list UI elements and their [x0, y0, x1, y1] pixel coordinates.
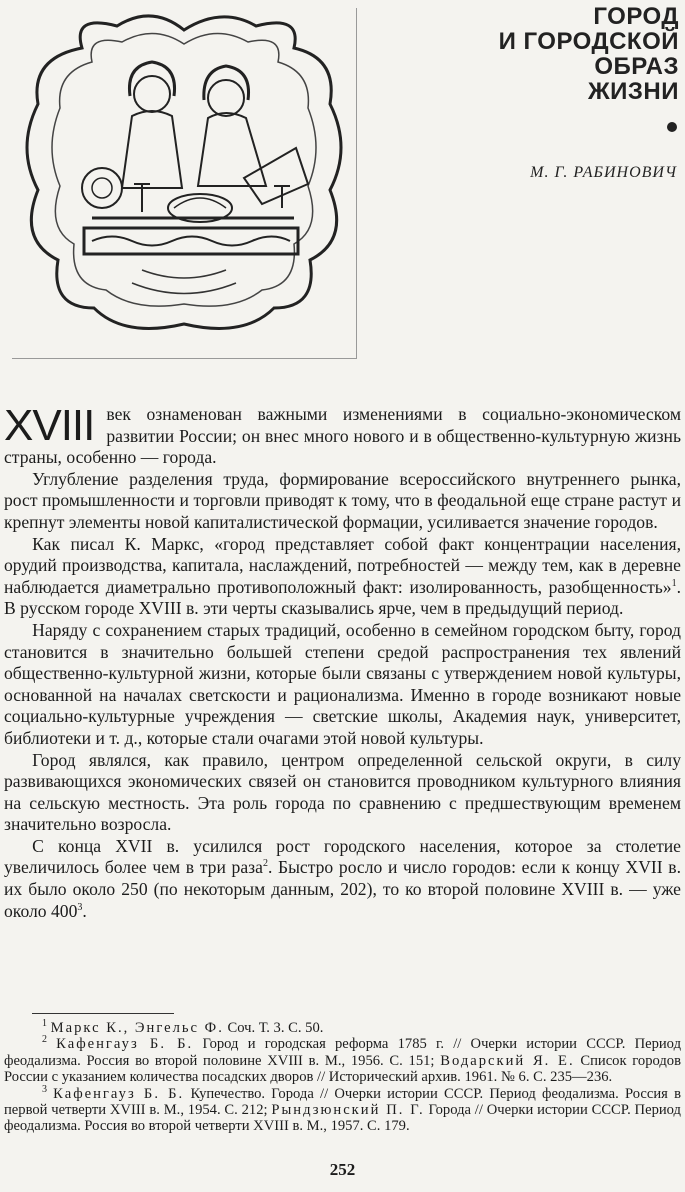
paragraph: XVIII век ознаменован важными изменениями в социально-экономическом развитии России; он внес много нового и в общественно-культурную жизнь страны, особенно — города. — [4, 401, 681, 468]
title-line: ОБРАЗ — [594, 53, 679, 80]
footnote: $^1$ Маркс К., Энгельс Ф. Соч. Т. 3. С. 50. — [41, 1018, 324, 1036]
paragraph: Как писал К. Маркс, «город представляет собой факт концентрации населения, орудий производства, капитала, наслаждений, потребностей — между тем, как в деревне наблюдается диаметрально противоположный факт: изолированность, разобщенность»$^1$. В русском городе XVIII в. эти черты сказывались ярче, чем в предыдущий период. — [4, 533, 681, 619]
footnotes — [4, 1020, 681, 1135]
paragraph: С конца XVII в. усилился рост городского населения, которое за столетие увеличилось более чем в три раза$^2$. Быстро росло и число городов: если к концу XVII в. их было около 250 (по некоторым данным, 202), то ко второй половине XVIII в. — уже около $400^3$. — [4, 835, 681, 921]
title-line: И ГОРОДСКОЙ — [498, 28, 679, 55]
footnote-ref: 2 — [262, 858, 268, 870]
paragraph: Наряду с сохранением старых традиций, особенно в семейном городском быту, город становится в значительно большей степени средой распространения тех явлений общественно-культурной жизни, которые были связаны с утверждением новой культуры, основанной на началах светскости и рационализма. Именно в городе возникают новые социально-культурные учреждения — светские школы, Академия наук, университет, библиотеки и т. д., которые стали очагами этой новой культуры. — [4, 619, 681, 748]
footnote: $^2$ Кафенгауз Б. Б. Город и городская реформа 1785 г. // Очерки истории СССР. Период феодализма. Россия во второй половине XVIII в. М., 1956. С. 151; Водарский Я. Е. Список городов России с указанием количества посадских дворов // Исторический архив. 1961. № 6. С. 235—236. — [4, 1034, 681, 1086]
bullet-ornament — [667, 122, 677, 132]
page-number: 252 — [329, 1160, 356, 1179]
article-body — [4, 401, 681, 922]
footnote-ref: 1 — [671, 577, 677, 589]
title-line: ЖИЗНИ — [587, 78, 679, 105]
paragraph: Город являлся, как правило, центром определенной сельской округи, в силу развивающихся экономических связей он становится проводником культурного влияния на сельскую местность. Эта роль города по сравнению с предшествующим временем значительно возросла. — [4, 749, 681, 835]
footnote-divider — [32, 1013, 174, 1014]
footnote-ref: 3 — [77, 901, 83, 913]
title-line: ГОРОД — [593, 3, 679, 30]
author-name: М. Г. РАБИНОВИЧ — [530, 164, 677, 181]
paragraph: Углубление разделения труда, формирование всероссийского внутреннего рынка, рост промышленности и торговли приводят к тому, что в феодальной еще стране растут и крепнут элементы новой капиталистической формации, усиливается значение городов. — [4, 468, 681, 532]
article-title — [439, 4, 679, 104]
footnote: $^3$ Кафенгауз Б. Б. Купечество. Города // Очерки истории СССР. Период феодализма. Россия в первой четверти XVIII в. М., 1954. С. 212; Рындзюнский П. Г. Города // Очерки истории СССР. Период феодализма. Россия во второй четверти XVIII в. М., 1957. С. 179. — [4, 1083, 681, 1135]
banquet-illustration — [12, 8, 357, 359]
dropcap: XVIII — [4, 401, 95, 450]
